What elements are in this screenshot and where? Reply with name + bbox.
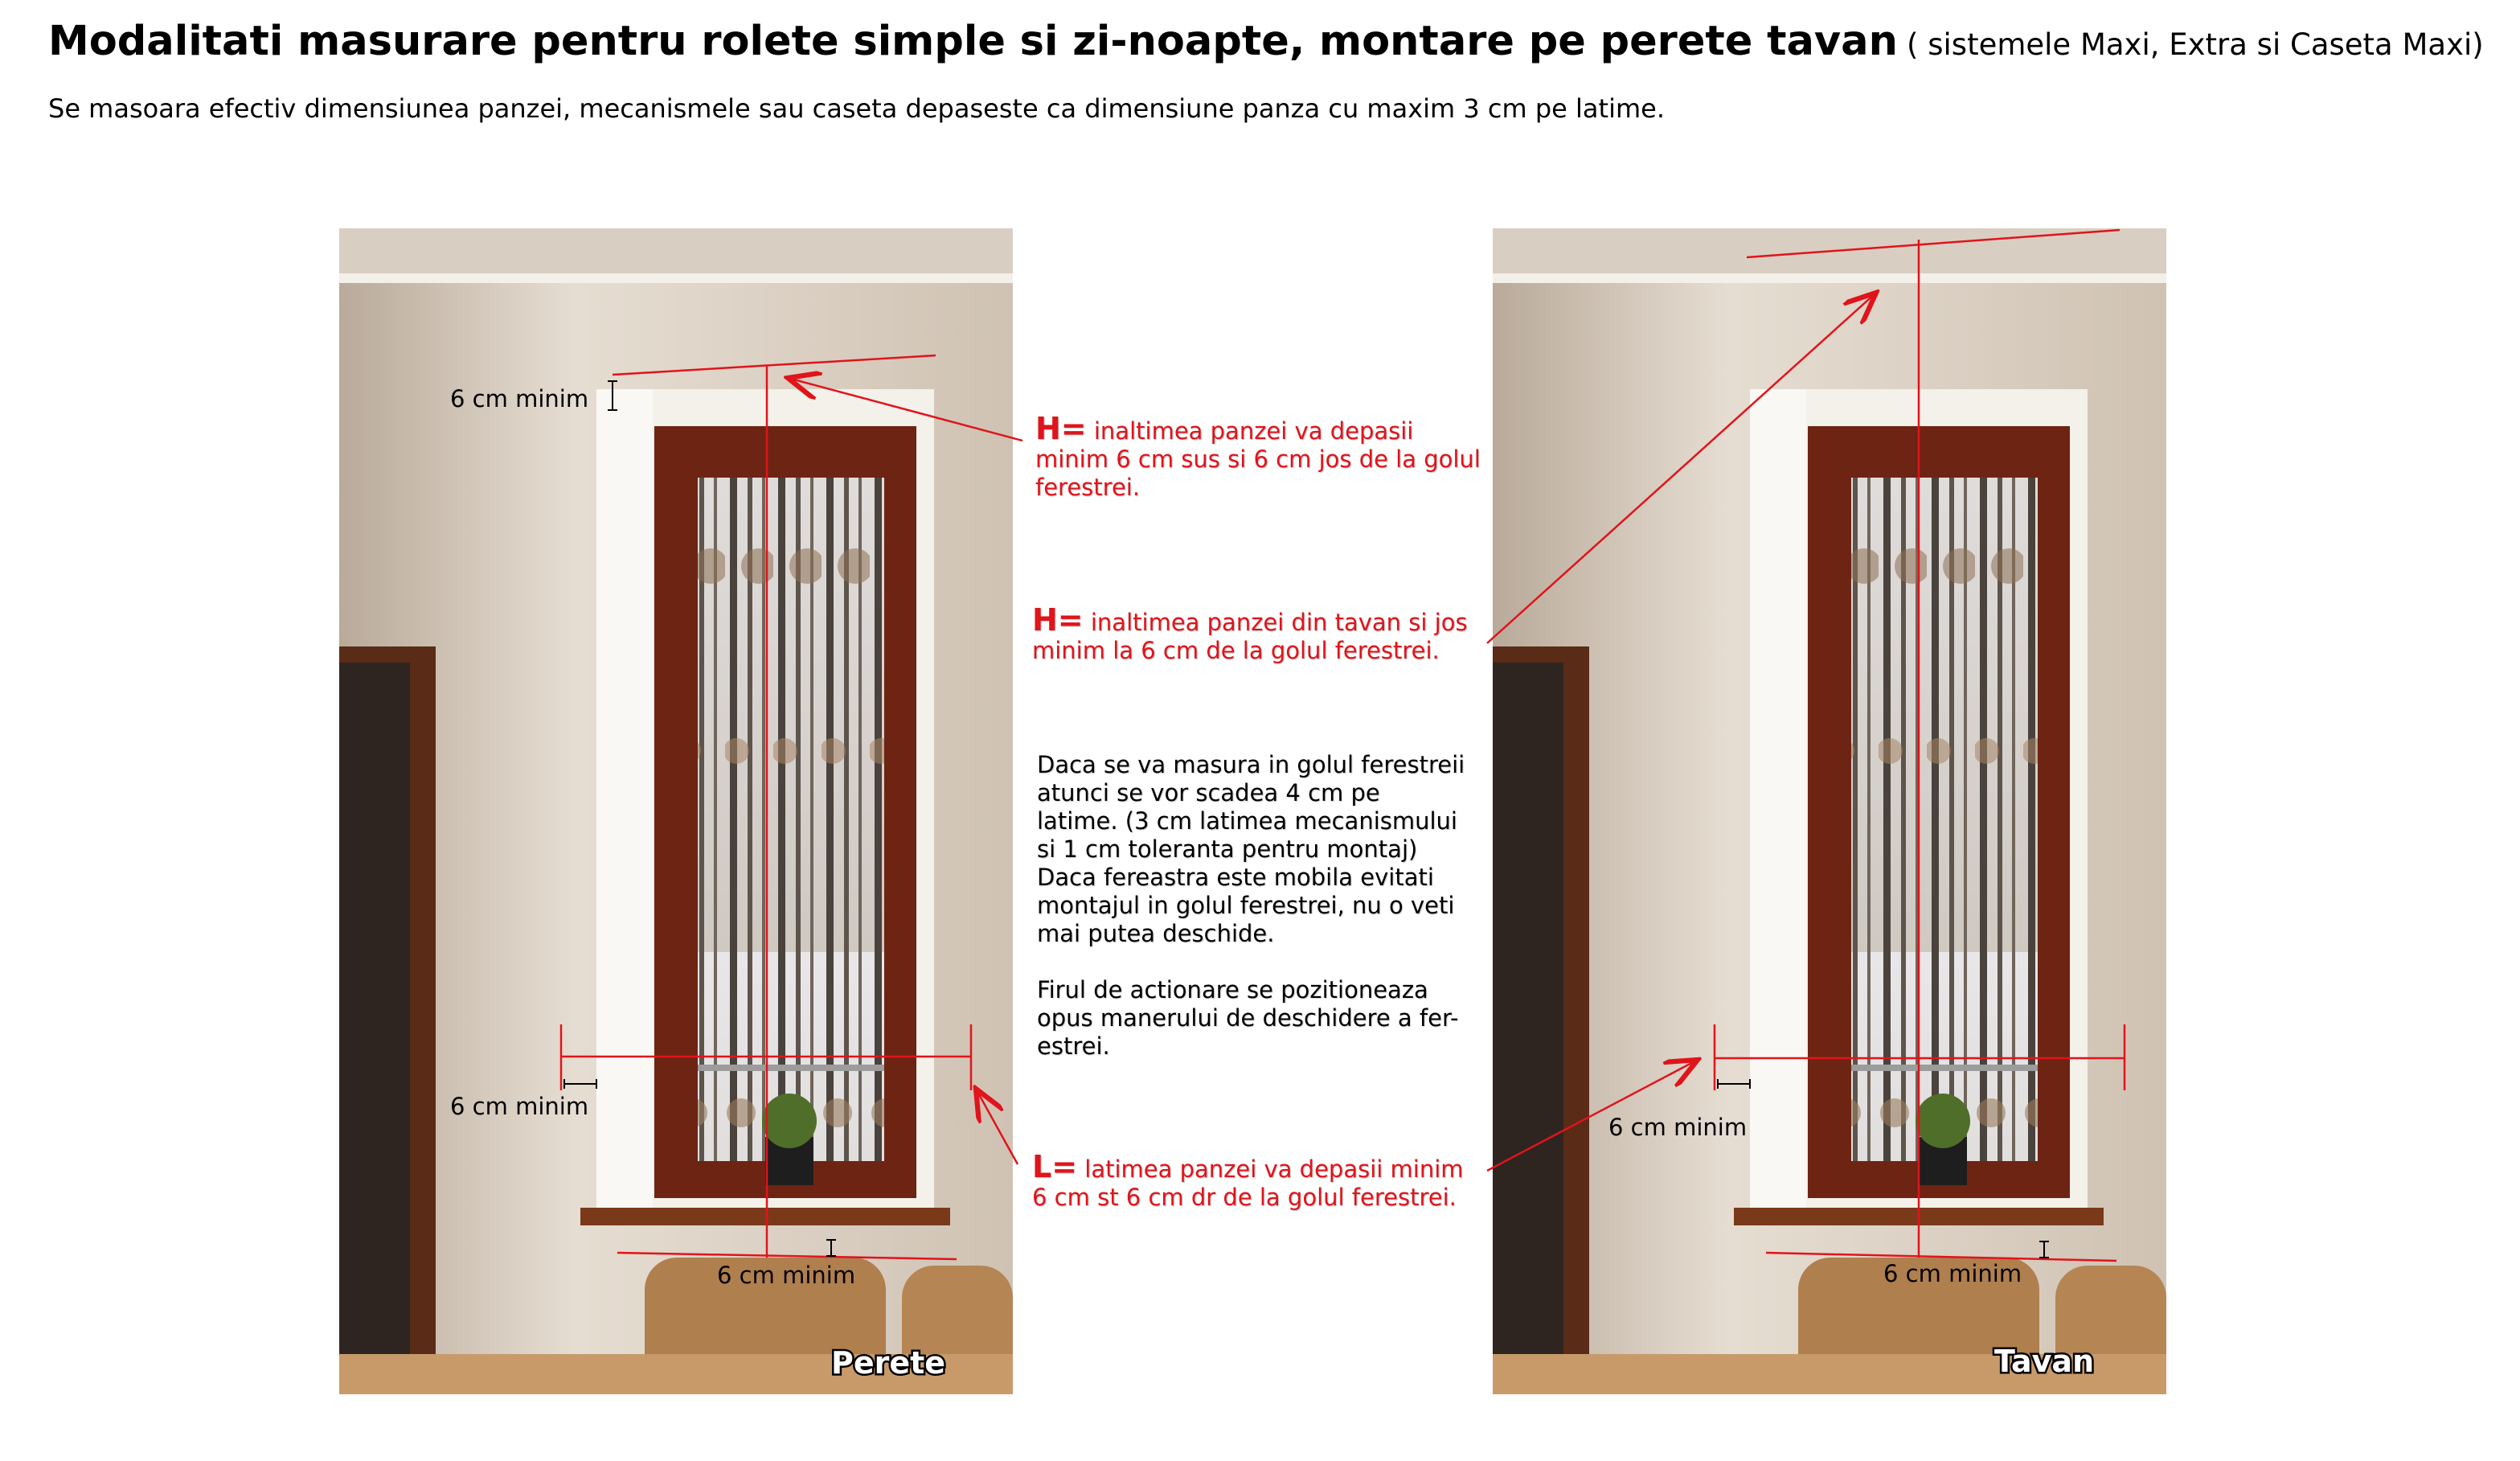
info-paragraph-1: Daca se va masura in golul ferestreii atunci se vor scadea 4 cm pe latime. (3 cm latimea mecanismului si 1 cm toleranta pentru montaj) Daca fereastra este mobila evitati montajul in golul ferestrei, nu o veti mai putea deschide. xyxy=(1037,751,1465,947)
note-height-ceiling-marker: H= xyxy=(1032,602,1084,638)
note-height-ceiling-text: inaltimea panzei din tavan si jos minim la 6 cm de la golul ferestrei. xyxy=(1032,609,1468,664)
note-height-wall-marker: H= xyxy=(1035,411,1087,446)
arrow-l-ceiling xyxy=(1487,1060,1698,1171)
note-width-marker: L= xyxy=(1032,1149,1078,1184)
wall-label-top: 6 cm minim xyxy=(450,385,589,412)
wall-label-bottom: 6 cm minim xyxy=(717,1262,856,1289)
intro-text: Se masoara efectiv dimensiunea panzei, mecanismele sau caseta depaseste ca dimensiune panza cu maxim 3 cm pe latime. xyxy=(48,93,1665,124)
ceiling-label-side: 6 cm minim xyxy=(1608,1114,1748,1141)
info-note xyxy=(1037,751,1487,1061)
note-width xyxy=(1032,1149,1482,1212)
title-subtitle: ( sistemele Maxi, Extra si Caseta Maxi) xyxy=(1907,27,2484,62)
ceiling-label-bottom: 6 cm minim xyxy=(1883,1260,2022,1287)
note-height-ceiling xyxy=(1032,602,1482,665)
title-main: Modalitati masurare pentru rolete simple si zi-noapte, montare pe perete tavan xyxy=(48,18,1898,65)
note-height-wall xyxy=(1035,411,1485,502)
note-width-text: latimea panzei va depasii minim 6 cm st 6 cm dr de la golul ferestrei. xyxy=(1032,1155,1464,1211)
note-height-wall-text: inaltimea panzei va depasii minim 6 cm sus si 6 cm jos de la golul ferestrei. xyxy=(1035,417,1481,501)
info-paragraph-2: Firul de actionare se pozitioneaza opus manerului de deschidere a fer- estrei. xyxy=(1037,976,1459,1060)
ceiling-caption: Tavan xyxy=(1994,1344,2095,1379)
arrow-h-wall xyxy=(788,378,1022,441)
wall-label-side: 6 cm minim xyxy=(450,1093,589,1120)
arrow-h-ceiling xyxy=(1487,293,1876,643)
arrow-l-wall xyxy=(976,1089,1018,1164)
wall-caption: Perete xyxy=(831,1345,946,1381)
